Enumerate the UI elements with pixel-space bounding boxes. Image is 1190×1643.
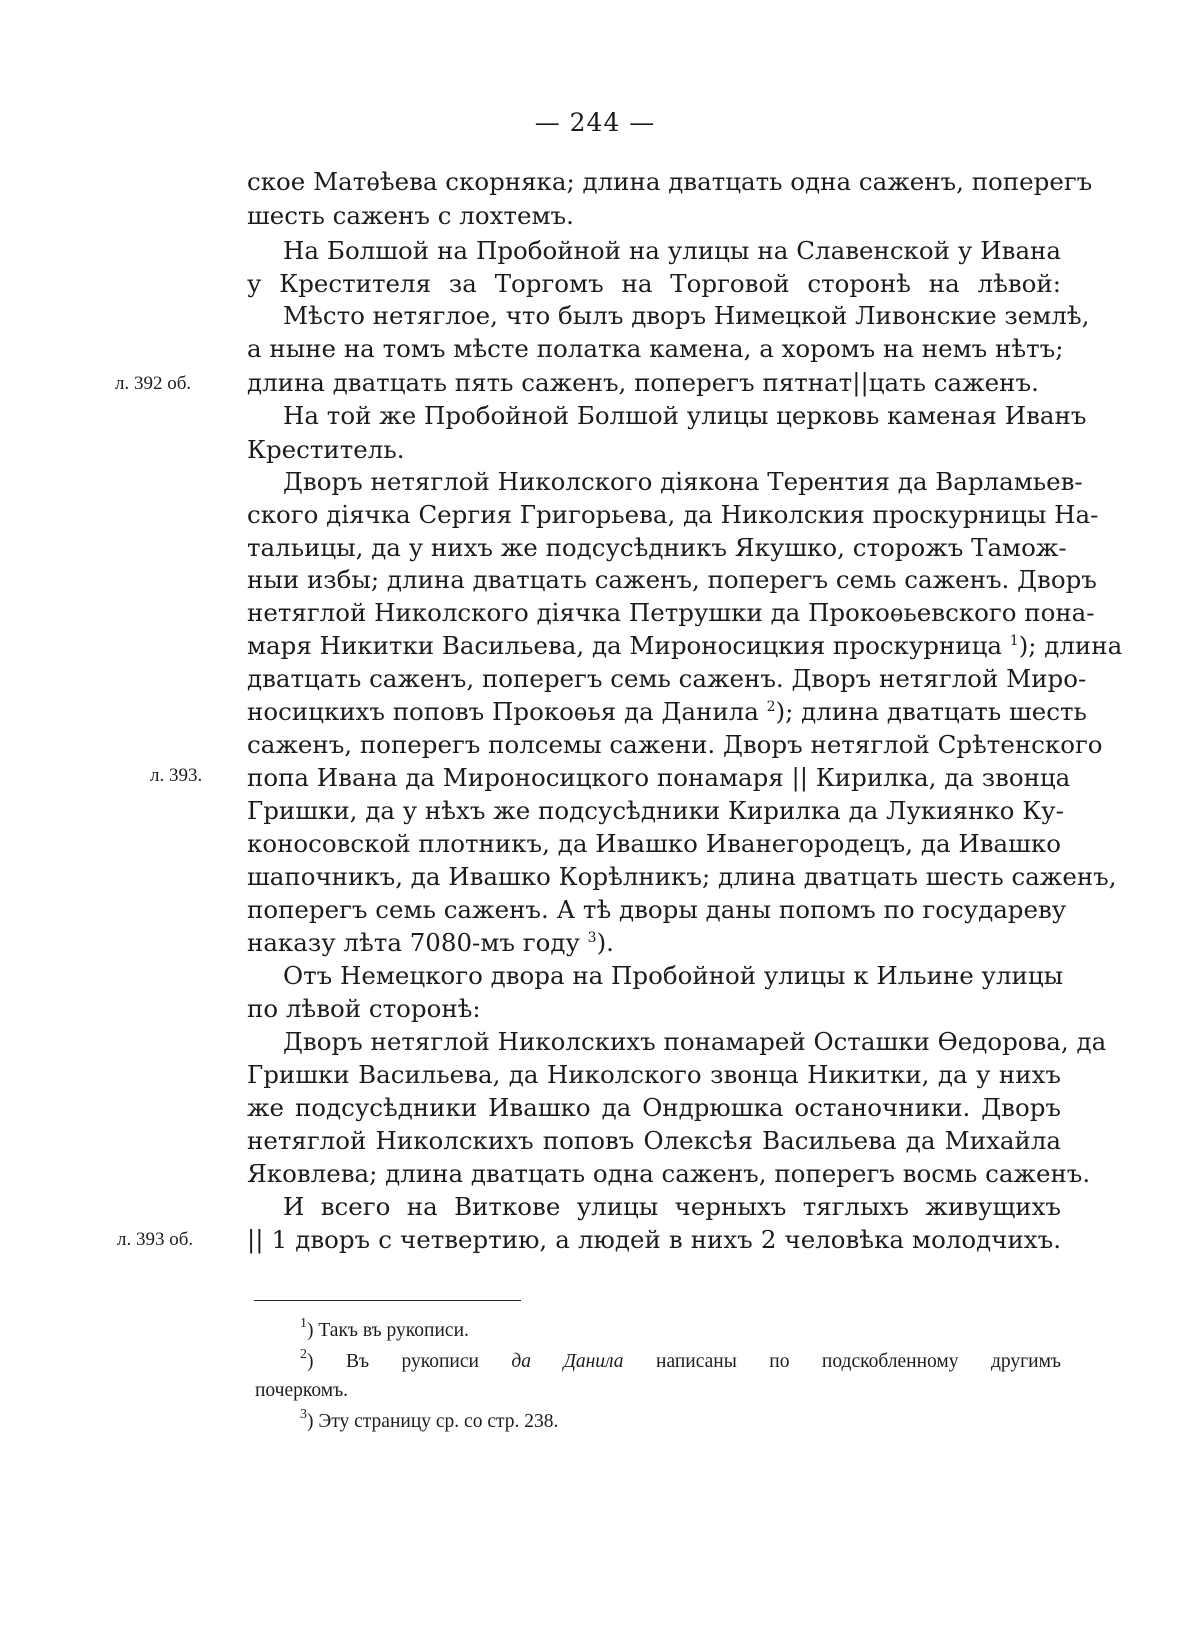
text-segment: наказу лѣта 7080-мъ году [247, 928, 580, 957]
footnote-ref: $^2$); длина дватцать шесть [766, 697, 1087, 726]
text-line: дватцать саженъ, поперегъ семь саженъ. Дворъ нетяглой Миро- [247, 664, 1087, 693]
text-line: ского діячка Сергия Григорьева, да Николския проскурницы На- [247, 500, 1099, 529]
text-line: длина дватцать пять саженъ, поперегъ пятнат||цать саженъ. [247, 368, 1039, 397]
text-line: Гришки, да у нѣхъ же подсусѣдники Кирилка да Лукиянко Ку- [247, 796, 1064, 825]
text-line: На той же Пробойной Болшой улицы церковь каменая Иванъ [283, 401, 1087, 430]
text-line: же подсусѣдники Ивашко да Ондрюшка останочники. Дворъ [247, 1093, 1061, 1122]
text-line: саженъ, поперегъ полсемы сажени. Дворъ нетяглой Срѣтенского [247, 730, 1103, 759]
footnote-2: $^2$) Въ рукописи да Данила написаны по подскобленному другимъ [300, 1347, 1061, 1372]
text-line: Дворъ нетяглой Николского діякона Терентия да Варламьев- [283, 467, 1083, 496]
text-line: у Крестителя за Торгомъ на Торговой сторонѣ на лѣвой: [247, 269, 1061, 298]
text-line: Дворъ нетяглой Николскихъ понамарей Осташки Ѳедорова, да [283, 1027, 1107, 1056]
text-line: ское Матѳѣева скорняка; длина дватцать одна саженъ, поперегъ [247, 167, 1093, 196]
text-line: И всего на Виткове улицы черныхъ тяглыхъ живущихъ [283, 1192, 1061, 1221]
footnote-rule [254, 1300, 521, 1301]
text-line [247, 928, 1061, 957]
text-line: коносовской плотникъ, да Ивашко Иванегородецъ, да Ивашко [247, 829, 1061, 858]
text-line: || 1 дворъ с четвертию, а людей в нихъ 2 человѣка молодчихъ. [247, 1225, 1061, 1254]
text-line: а ныне на томъ мѣсте полатка камена, а хоромъ на немъ нѣтъ; [247, 334, 1064, 363]
text-line: нетяглой Николского діячка Петрушки да Прокоѳьевского пона- [247, 598, 1095, 627]
text-line: шапочникъ, да Ивашко Корѣлникъ; длина дватцать шесть саженъ, [247, 862, 1117, 891]
text-line: шесть саженъ с лохтемъ. [247, 201, 574, 230]
text-line: На Болшой на Пробойной на улицы на Славенской у Ивана [283, 236, 1061, 265]
text-line: по лѣвой сторонѣ: [247, 994, 481, 1023]
text-line: тальицы, да у нихъ же подсусѣдникъ Якушко, сторожъ Тамож- [247, 533, 1067, 562]
page-number: — 244 — [534, 108, 656, 137]
margin-note: л. 392 об. [115, 373, 192, 394]
footnote-2-italic: да Данила [511, 1351, 624, 1372]
footnote-2-continuation: почеркомъ. [255, 1380, 349, 1401]
text-line: Гришки Васильева, да Николского звонца Никитки, да у нихъ [247, 1060, 1061, 1089]
text-segment: носицкихъ поповъ Прокоѳья да Данила [247, 697, 759, 726]
footnote-1: $^1$) Такъ въ рукописи. [300, 1316, 469, 1341]
footnote-3: $^3$) Эту страницу ср. со стр. 238. [300, 1407, 559, 1432]
margin-note: л. 393. [150, 765, 203, 786]
margin-note: л. 393 об. [117, 1229, 194, 1250]
text-segment: маря Никитки Васильева, да Мироносицкия проскурница [247, 631, 1002, 660]
text-line: Креститель. [247, 435, 405, 464]
footnote-ref: $^3$). [587, 928, 614, 957]
text-line: Отъ Немецкого двора на Пробойной улицы к Ильине улицы [283, 961, 1064, 990]
text-line: попа Ивана да Мироносицкого понамаря || Кирилка, да звонца [247, 763, 1071, 792]
footnote-ref: $^1$); длина [1009, 631, 1123, 660]
text-line: поперегъ семь саженъ. А тѣ дворы даны попомъ по государеву [247, 895, 1067, 924]
text-line [247, 631, 1123, 660]
text-line: ныи избы; длина дватцать саженъ, поперегъ семь саженъ. Дворъ [247, 565, 1097, 594]
text-line: Мѣсто нетяглое, что былъ дворъ Нимецкой Ливонские землѣ, [283, 301, 1090, 330]
text-line: Яковлева; длина дватцать одна саженъ, поперегъ восмь саженъ. [247, 1159, 1091, 1188]
text-line: нетяглой Николскихъ поповъ Олексѣя Васильева да Михайла [247, 1126, 1061, 1155]
text-line [247, 697, 1087, 726]
